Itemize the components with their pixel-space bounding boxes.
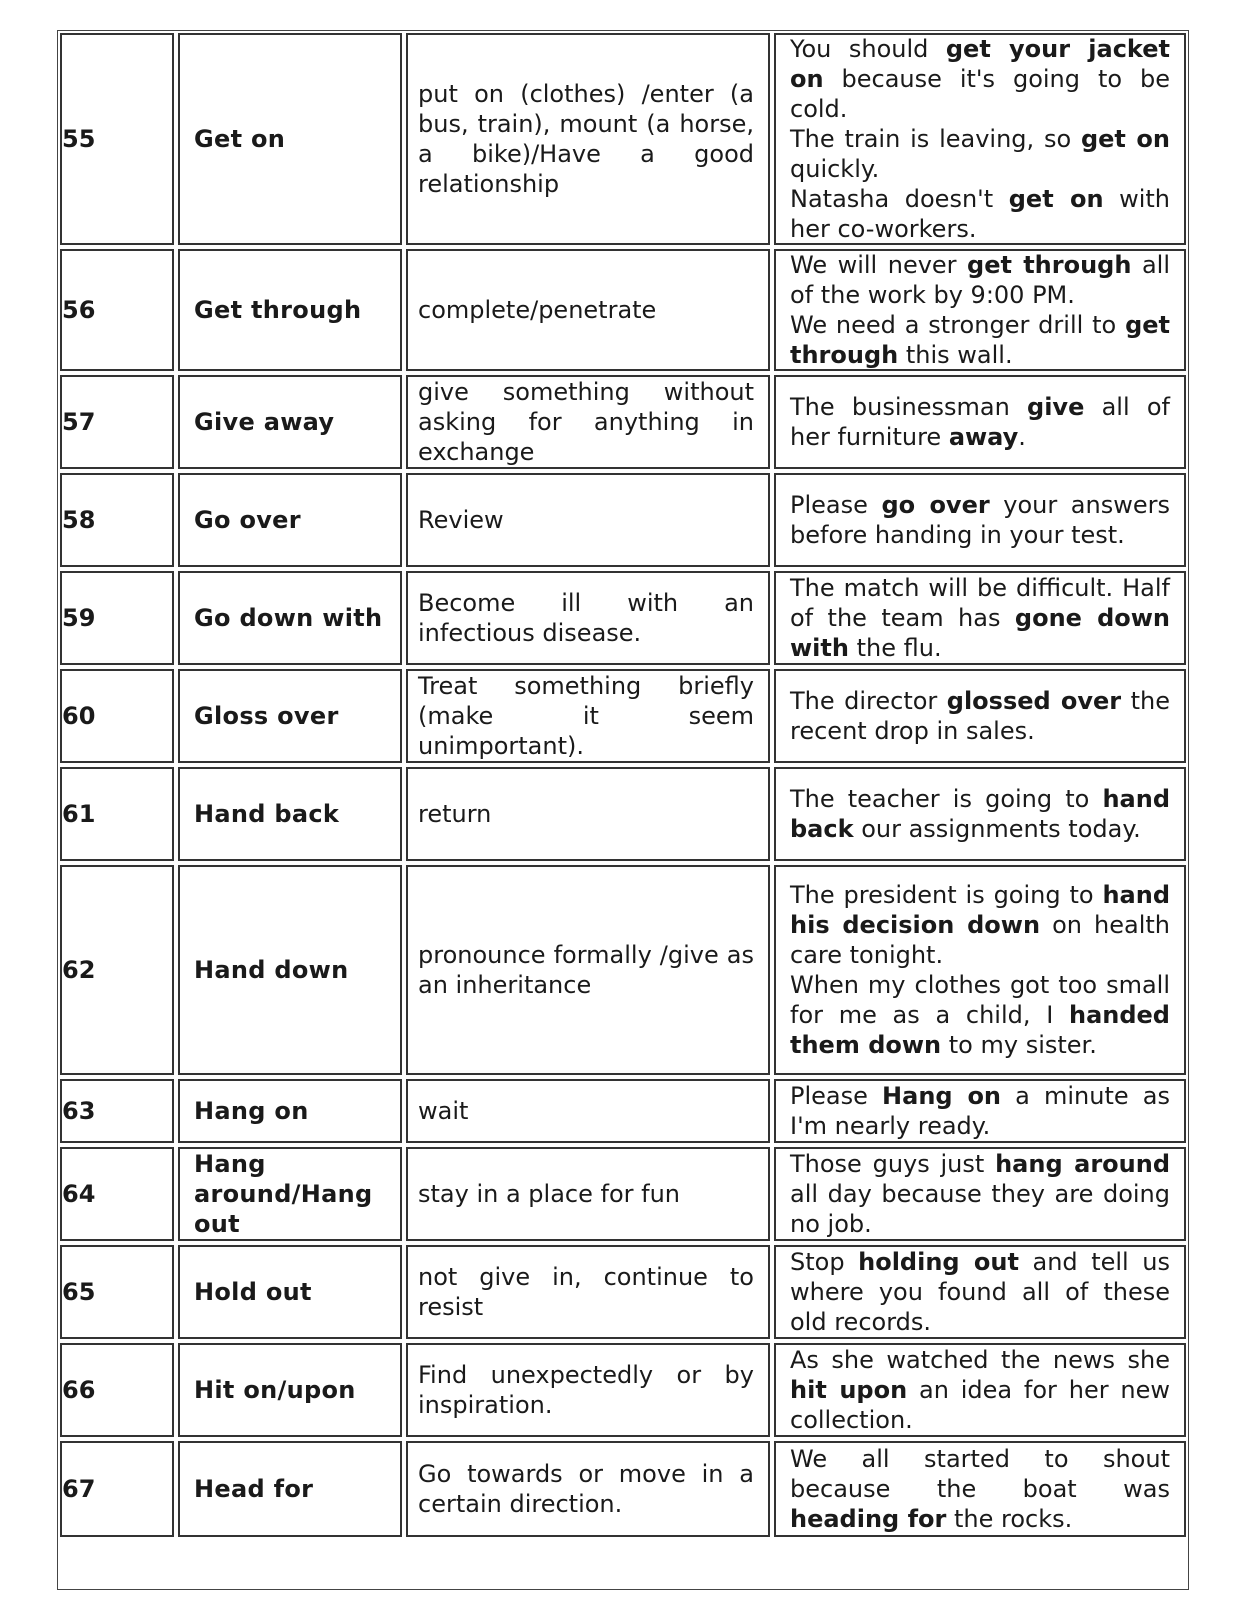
table-row (58, 1439, 1188, 1539)
phrasal-verb-text: Hit on/upon (194, 1376, 356, 1404)
phrasal-verb-text: Gloss over (194, 702, 339, 730)
phrasal-verb-text: Get on (194, 125, 286, 153)
table-row (58, 667, 1188, 765)
example-text: your answers before handing in your test. (790, 491, 1170, 549)
highlighted-verb: handed them down (790, 1001, 1170, 1059)
phrasal-verb (178, 1079, 402, 1143)
phrasal-verb-text: Head for (194, 1475, 314, 1503)
example-sentence (774, 1441, 1186, 1537)
example-sentence (774, 375, 1186, 469)
highlighted-verb: go over (881, 491, 990, 519)
table-row (58, 1243, 1188, 1341)
meaning (406, 473, 770, 567)
example-text: to my sister. (941, 1031, 1097, 1059)
phrasal-verb-text: Give away (194, 408, 335, 436)
row-number-text: 63 (62, 1097, 96, 1125)
row-number (60, 375, 174, 469)
highlighted-verb: Hang on (882, 1082, 1002, 1110)
meaning (406, 767, 770, 861)
example-sentence (774, 473, 1186, 567)
phrasal-verbs-table (57, 30, 1189, 1590)
example-sentence-text (790, 1081, 1170, 1141)
meaning-text: Treat something briefly (make it seem unimportant). (418, 672, 754, 760)
row-number-text: 56 (62, 296, 96, 324)
example-sentence-text (790, 1247, 1170, 1337)
table-row (58, 1145, 1188, 1243)
meaning (406, 1343, 770, 1437)
meaning-text: give something without asking for anything in exchange (418, 378, 754, 466)
phrasal-verb (178, 473, 402, 567)
example-text: The teacher is going to (790, 785, 1103, 813)
meaning-text: complete/penetrate (418, 296, 657, 324)
example-text: The match will be difficult. Half of the team has (790, 574, 1170, 632)
meaning-text: stay in a place for fun (418, 1180, 680, 1208)
example-sentence (774, 669, 1186, 763)
phrasal-verb (178, 571, 402, 665)
row-number-text: 65 (62, 1278, 96, 1306)
row-number (60, 1079, 174, 1143)
row-number-text: 57 (62, 408, 96, 436)
row-number-text: 64 (62, 1180, 96, 1208)
highlighted-verb: get on (1080, 125, 1171, 153)
example-sentence-text (790, 784, 1170, 844)
example-sentence-text (790, 250, 1170, 370)
example-text: As she watched the news she (790, 1346, 1170, 1374)
example-sentence-text (790, 686, 1170, 746)
example-text: We will never (790, 251, 968, 279)
row-number-text: 67 (62, 1475, 96, 1503)
example-text: the rocks. (946, 1505, 1073, 1533)
example-text: . (1018, 423, 1026, 451)
row-number (60, 1343, 174, 1437)
highlighted-verb: hand back (790, 785, 1170, 843)
table-row (58, 1077, 1188, 1145)
phrasal-verb (178, 1147, 402, 1241)
example-text: because it's going to be cold. (790, 65, 1170, 123)
row-number-text: 62 (62, 956, 96, 984)
example-sentence-text (790, 490, 1170, 550)
highlighted-verb: gone down with (790, 604, 1171, 662)
phrasal-verb (178, 249, 402, 371)
row-number (60, 1441, 174, 1537)
highlighted-verb: hand his decision down (790, 881, 1170, 939)
phrasal-verb (178, 1441, 402, 1537)
example-text: The director (790, 687, 947, 715)
example-sentence-text (790, 1345, 1170, 1435)
row-number (60, 767, 174, 861)
example-text: Natasha doesn't (790, 185, 1009, 213)
phrasal-verb (178, 865, 402, 1075)
example-text: a minute as I'm nearly ready. (790, 1082, 1171, 1140)
example-sentence (774, 1343, 1186, 1437)
meaning (406, 249, 770, 371)
row-number-text: 60 (62, 702, 96, 730)
example-text: Those guys just (790, 1150, 996, 1178)
phrasal-verb-text: Hang on (194, 1097, 309, 1125)
example-text: Please (790, 1082, 883, 1110)
meaning (406, 865, 770, 1075)
example-sentence (774, 33, 1186, 245)
example-text: all of the work by 9:00 PM. (790, 251, 1170, 309)
table-row (58, 569, 1188, 667)
example-sentence-text (790, 392, 1170, 452)
phrasal-verb (178, 1245, 402, 1339)
example-text: all of her furniture (790, 393, 1170, 451)
phrasal-verb-text: Hand back (194, 800, 340, 828)
example-text: with her co-workers. (790, 185, 1171, 243)
highlighted-verb: holding out (858, 1248, 1019, 1276)
row-number-text: 55 (62, 125, 96, 153)
highlighted-verb: heading for (790, 1505, 947, 1533)
example-sentence (774, 1147, 1186, 1241)
highlighted-verb: glossed over (946, 687, 1122, 715)
meaning-text: Go towards or move in a certain direction. (418, 1460, 754, 1518)
meaning-text: return (418, 800, 492, 828)
example-text: We need a stronger drill to (790, 311, 1126, 339)
example-text: all day because they are doing no job. (790, 1180, 1170, 1238)
highlighted-verb: get through (967, 251, 1132, 279)
highlighted-verb: get on (1008, 185, 1104, 213)
example-sentence-text (790, 880, 1170, 1060)
example-text: the flu. (848, 634, 942, 662)
highlighted-verb: hang around (995, 1150, 1170, 1178)
example-text: quickly. (790, 155, 880, 183)
row-number (60, 1245, 174, 1339)
meaning-text: pronounce formally /give as an inheritance (418, 941, 754, 999)
example-sentence (774, 767, 1186, 861)
example-text: You should (790, 35, 946, 63)
meaning-text: Find unexpectedly or by inspiration. (418, 1361, 754, 1419)
meaning (406, 1079, 770, 1143)
table-row (58, 31, 1188, 247)
phrasal-verb (178, 375, 402, 469)
row-number (60, 669, 174, 763)
example-text: our assignments today. (853, 815, 1141, 843)
example-sentence (774, 865, 1186, 1075)
table-row (58, 373, 1188, 471)
example-text: The president is going to (790, 881, 1103, 909)
table-row (58, 471, 1188, 569)
row-number (60, 865, 174, 1075)
example-text: the recent drop in sales. (790, 687, 1171, 745)
table-row (58, 863, 1188, 1077)
meaning (406, 571, 770, 665)
row-number-text: 66 (62, 1376, 96, 1404)
phrasal-verb (178, 1343, 402, 1437)
meaning-text: Become ill with an infectious disease. (418, 589, 754, 647)
example-sentence-text (790, 573, 1170, 663)
phrasal-verb-text: Go over (194, 506, 301, 534)
phrasal-verb-text: Go down with (194, 604, 383, 632)
phrasal-verb (178, 767, 402, 861)
meaning (406, 669, 770, 763)
highlighted-verb: hit upon (790, 1376, 908, 1404)
highlighted-verb: give (1027, 393, 1085, 421)
example-text: The train is leaving, so (790, 125, 1081, 153)
meaning (406, 1147, 770, 1241)
example-text: and tell us where you found all of these old records. (790, 1248, 1170, 1336)
row-number-text: 58 (62, 506, 96, 534)
row-number (60, 1147, 174, 1241)
meaning (406, 1441, 770, 1537)
example-text: When my clothes got too small for me as a child, I (790, 971, 1170, 1029)
example-sentence (774, 1079, 1186, 1143)
meaning-text: not give in, continue to resist (418, 1263, 754, 1321)
example-text: The businessman (790, 393, 1028, 421)
meaning (406, 33, 770, 245)
phrasal-verb (178, 669, 402, 763)
table-row (58, 1341, 1188, 1439)
example-sentence (774, 249, 1186, 371)
phrasal-verb-text: Hand down (194, 956, 349, 984)
meaning-text: wait (418, 1097, 469, 1125)
example-text: on health care tonight. (790, 911, 1171, 969)
example-text: Please (790, 491, 882, 519)
example-sentence-text (790, 1444, 1170, 1534)
row-number (60, 473, 174, 567)
example-text: We all started to shout because the boat was (790, 1445, 1170, 1503)
row-number-text: 61 (62, 800, 96, 828)
example-sentence-text (790, 34, 1170, 244)
row-number (60, 33, 174, 245)
example-sentence (774, 571, 1186, 665)
phrasal-verb-text: Get through (194, 296, 362, 324)
table-row (58, 765, 1188, 863)
meaning-text: put on (clothes) /enter (a bus, train), mount (a horse, a bike)/Have a good relationship (418, 80, 754, 198)
meaning (406, 375, 770, 469)
row-number-text: 59 (62, 604, 96, 632)
highlighted-verb: get your jacket on (790, 35, 1170, 93)
phrasal-verb-text: Hang around/Hang out (194, 1150, 373, 1238)
table-row (58, 247, 1188, 373)
highlighted-verb: get through (790, 311, 1170, 369)
row-number (60, 571, 174, 665)
example-text: an idea for her new collection. (790, 1376, 1170, 1434)
phrasal-verb (178, 33, 402, 245)
phrasal-verb-text: Hold out (194, 1278, 312, 1306)
example-sentence (774, 1245, 1186, 1339)
row-number (60, 249, 174, 371)
highlighted-verb: away (948, 423, 1019, 451)
meaning (406, 1245, 770, 1339)
example-text: Stop (790, 1248, 859, 1276)
example-text: this wall. (898, 341, 1013, 369)
example-sentence-text (790, 1149, 1170, 1239)
meaning-text: Review (418, 506, 504, 534)
